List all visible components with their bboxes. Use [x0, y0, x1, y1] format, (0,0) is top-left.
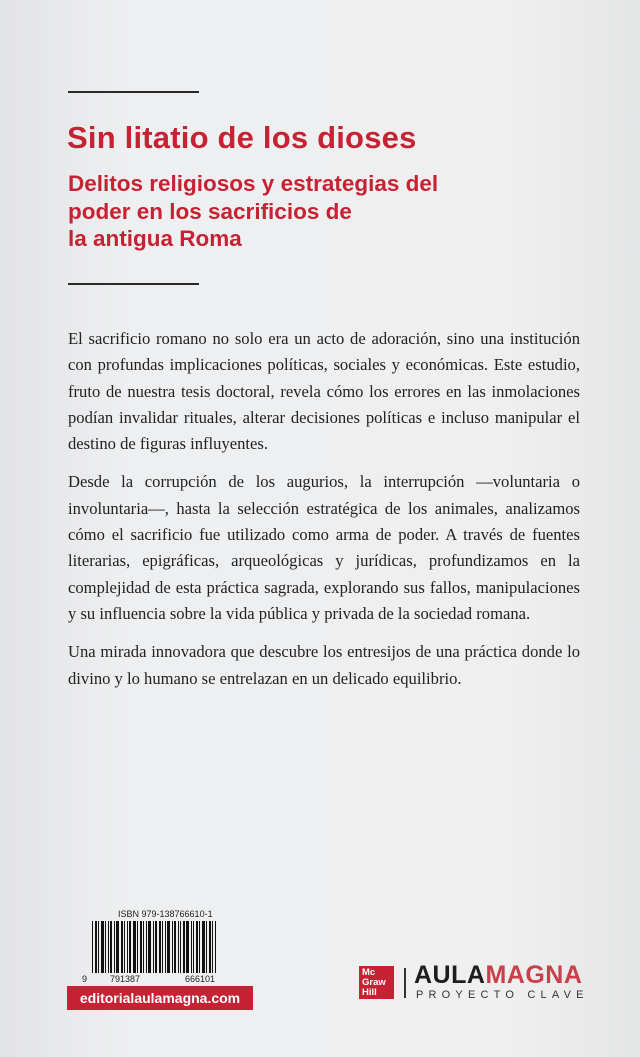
- logo-text: Mc: [362, 967, 376, 978]
- subtitle-line: Delitos religiosos y estrategias del: [68, 171, 439, 196]
- barcode-bar: [167, 921, 170, 973]
- publisher-tagline: PROYECTO CLAVE: [416, 989, 589, 1001]
- book-title: Sin litatio de los dioses: [67, 120, 417, 155]
- barcode-bar: [199, 921, 200, 973]
- barcode-bar: [133, 921, 136, 973]
- barcode-bar: [196, 921, 198, 973]
- logo-separator: [404, 968, 406, 998]
- logo-text: Graw: [362, 977, 386, 988]
- barcode-bar: [153, 921, 154, 973]
- barcode-bar: [180, 921, 181, 973]
- barcode-bar: [159, 921, 161, 973]
- book-subtitle: [68, 170, 438, 253]
- barcode-digit: 791387: [110, 974, 141, 984]
- barcode-bar: [174, 921, 176, 973]
- barcode-bar: [215, 921, 216, 973]
- subtitle-line: la antigua Roma: [68, 226, 242, 251]
- barcode-bar: [129, 921, 131, 973]
- top-divider: [68, 91, 199, 93]
- barcode-bar: [172, 921, 173, 973]
- barcode-bar: [124, 921, 125, 973]
- barcode-bar: [95, 921, 97, 973]
- barcode-bar: [121, 921, 123, 973]
- synopsis-paragraph: Una mirada innovadora que descubre los entresijos de una práctica donde lo divino y lo humano se entrelazan en un delicado equilibrio.: [68, 642, 580, 688]
- barcode-bar: [101, 921, 104, 973]
- barcode-image: [92, 921, 248, 973]
- barcode-bar: [137, 921, 138, 973]
- barcode-bar: [202, 921, 205, 973]
- barcode-bar: [92, 921, 93, 973]
- barcode-digit: 9: [82, 974, 88, 984]
- barcode-bar: [116, 921, 119, 973]
- logo-text: MAGNA: [485, 961, 583, 989]
- subtitle-line: poder en los sacrificios de: [68, 198, 352, 224]
- aulamagna-logo: [414, 961, 582, 990]
- barcode-bar: [191, 921, 192, 973]
- barcode-bar: [178, 921, 179, 973]
- isbn-label: ISBN 979-138766610-1: [118, 909, 213, 919]
- barcode-bar: [155, 921, 157, 973]
- barcode-bar: [108, 921, 109, 973]
- barcode-bar: [110, 921, 112, 973]
- barcode-bar: [105, 921, 106, 973]
- barcode-bar: [98, 921, 99, 973]
- barcode-bar: [114, 921, 115, 973]
- mcgraw-hill-logo: [359, 966, 394, 999]
- synopsis-paragraph: Desde la corrupción de los augurios, la interrupción —voluntaria o involuntaria—, hasta la selección estratégica de los animales, analizamos cómo el sacrificio fue utilizado como arma de poder. A través de fuentes literarias, epigráficas, arqueológicas y jurídicas, profundizamos en la complejidad de esta práctica sagrada, explorando sus fallos, manipulaciones y su influencia sobre la vida pública y privada de la sociedad romana.: [68, 472, 580, 623]
- barcode-bar: [162, 921, 163, 973]
- synopsis: [68, 326, 580, 704]
- barcode-bar: [127, 921, 128, 973]
- barcode-bar: [146, 921, 147, 973]
- barcode-bar: [148, 921, 151, 973]
- barcode-bar: [212, 921, 213, 973]
- barcode-bar: [143, 921, 144, 973]
- barcode-digit: 666101: [185, 974, 216, 984]
- barcode-bar: [193, 921, 194, 973]
- barcode-bar: [183, 921, 185, 973]
- synopsis-paragraph: El sacrificio romano no solo era un acto de adoración, sino una institución con profundas implicaciones políticas, sociales y económicas. Este estudio, fruto de nuestra tesis doctoral, revela cómo los errores en las inmolaciones podían invalidar rituales, alterar decisiones políticas e incluso manipular el destino de figuras influyentes.: [68, 329, 580, 454]
- barcode-bar: [165, 921, 166, 973]
- bottom-divider: [68, 283, 199, 285]
- logo-text: AULA: [414, 961, 486, 989]
- barcode-bar: [140, 921, 142, 973]
- barcode-bar: [209, 921, 211, 973]
- website-banner: editorialaulamagna.com: [67, 986, 253, 1010]
- barcode-bar: [206, 921, 207, 973]
- barcode-bar: [186, 921, 189, 973]
- logo-text: Hill: [362, 987, 377, 998]
